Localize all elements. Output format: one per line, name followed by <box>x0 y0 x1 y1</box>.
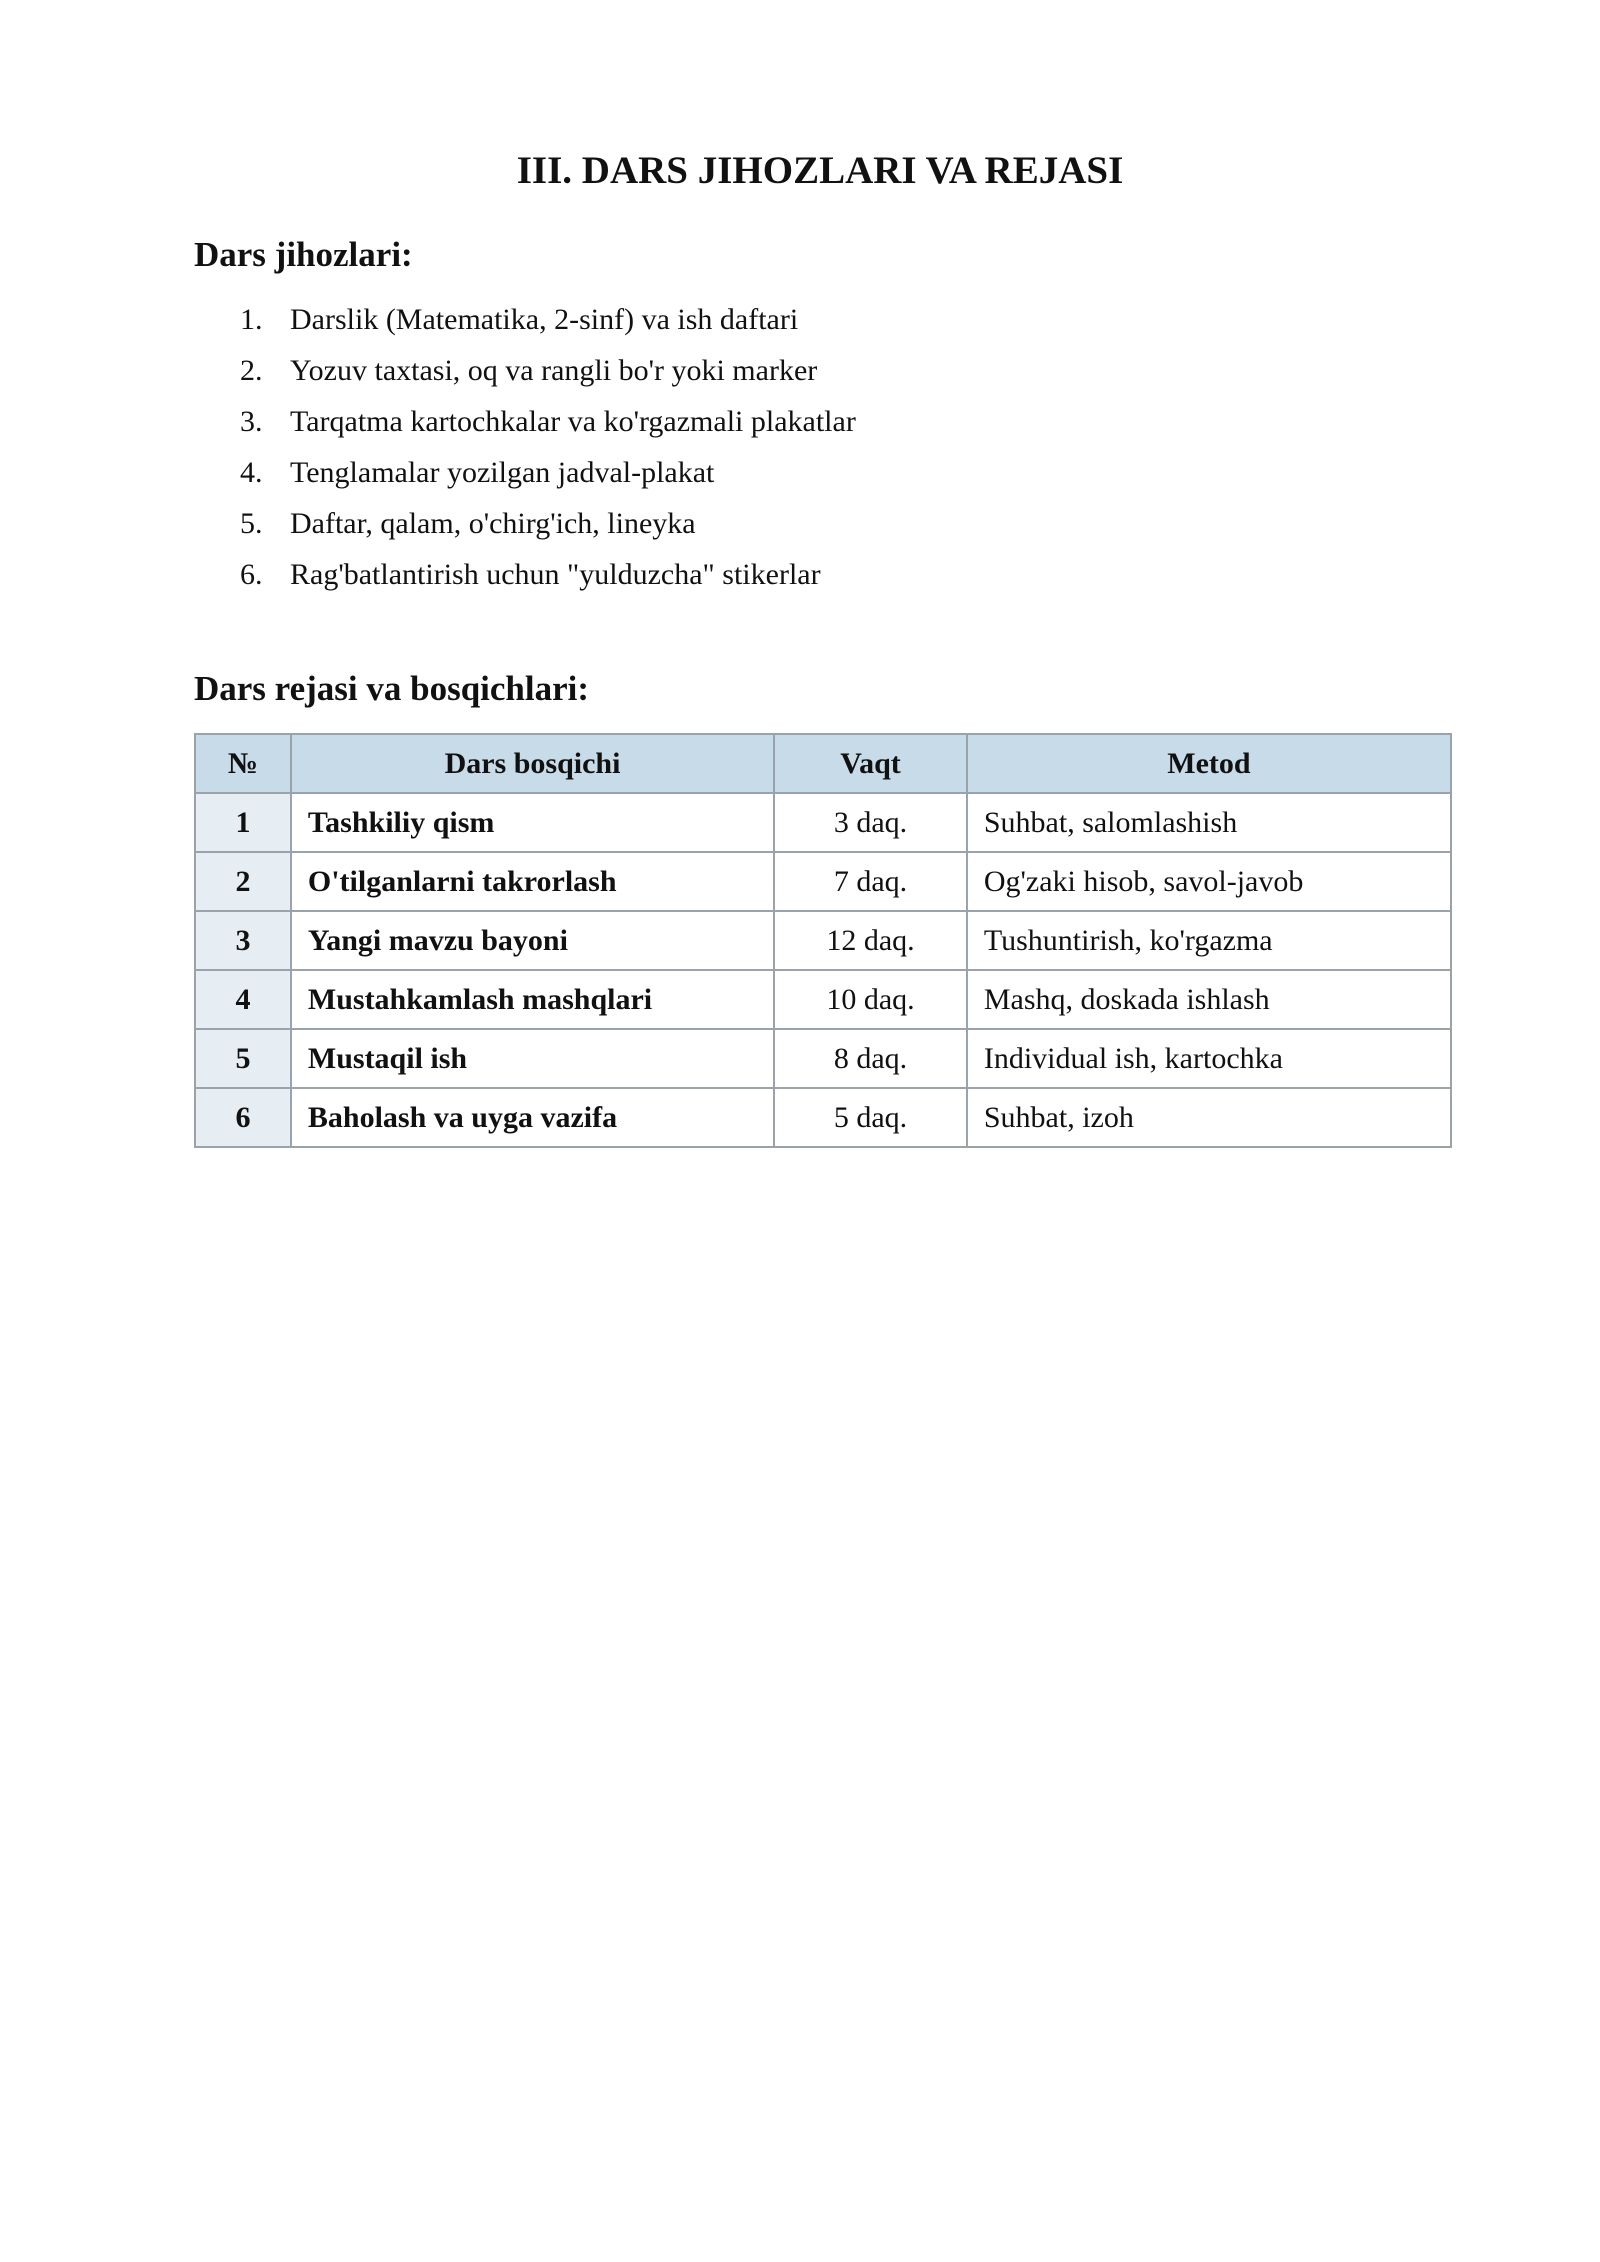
cell-stage: Baholash va uyga vazifa <box>291 1088 774 1147</box>
list-item-number: 4. <box>240 456 263 489</box>
lesson-plan-table <box>194 733 1452 1148</box>
plan-heading: Dars rejasi va bosqichlari: <box>194 669 590 708</box>
cell-time: 7 daq. <box>774 852 967 911</box>
cell-method: Individual ish, kartochka <box>967 1029 1451 1088</box>
cell-method: Og'zaki hisob, savol-javob <box>967 852 1451 911</box>
cell-number: 2 <box>195 852 291 911</box>
cell-number: 3 <box>195 911 291 970</box>
list-item-text: Rag'batlantirish uchun "yulduzcha" stikerlar <box>290 558 821 591</box>
cell-method: Mashq, doskada ishlash <box>967 970 1451 1029</box>
list-item-number: 2. <box>240 354 263 387</box>
cell-time: 8 daq. <box>774 1029 967 1088</box>
column-header-time: Vaqt <box>774 734 967 793</box>
cell-time: 5 daq. <box>774 1088 967 1147</box>
cell-time: 10 daq. <box>774 970 967 1029</box>
table-row <box>195 1029 1451 1088</box>
table-header-row <box>195 734 1451 793</box>
cell-stage: O'tilganlarni takrorlash <box>291 852 774 911</box>
table-row <box>195 852 1451 911</box>
cell-method: Tushuntirish, ko'rgazma <box>967 911 1451 970</box>
cell-time: 3 daq. <box>774 793 967 852</box>
list-item-text: Darslik (Matematika, 2-sinf) va ish daftari <box>290 303 799 336</box>
cell-stage: Yangi mavzu bayoni <box>291 911 774 970</box>
table-row <box>195 1088 1451 1147</box>
table-row <box>195 970 1451 1029</box>
list-item-number: 5. <box>240 507 263 540</box>
table-row <box>195 793 1451 852</box>
list-item-text: Tenglamalar yozilgan jadval-plakat <box>290 456 715 489</box>
list-item-number: 1. <box>240 303 263 336</box>
list-item-text: Tarqatma kartochkalar va ko'rgazmali plakatlar <box>290 405 856 438</box>
cell-stage: Tashkiliy qism <box>291 793 774 852</box>
cell-stage: Mustaqil ish <box>291 1029 774 1088</box>
cell-number: 4 <box>195 970 291 1029</box>
column-header-stage: Dars bosqichi <box>291 734 774 793</box>
equipment-heading: Dars jihozlari: <box>194 235 413 274</box>
list-item-text: Yozuv taxtasi, oq va rangli bo'r yoki marker <box>290 354 818 387</box>
cell-time: 12 daq. <box>774 911 967 970</box>
cell-number: 6 <box>195 1088 291 1147</box>
cell-stage: Mustahkamlash mashqlari <box>291 970 774 1029</box>
list-item-number: 6. <box>240 558 263 591</box>
cell-number: 1 <box>195 793 291 852</box>
cell-method: Suhbat, izoh <box>967 1088 1451 1147</box>
column-header-method: Metod <box>967 734 1451 793</box>
cell-number: 5 <box>195 1029 291 1088</box>
table-row <box>195 911 1451 970</box>
cell-method: Suhbat, salomlashish <box>967 793 1451 852</box>
page-title: III. DARS JIHOZLARI VA REJASI <box>516 149 1124 192</box>
column-header-number: № <box>195 734 291 793</box>
list-item-number: 3. <box>240 405 263 438</box>
list-item-text: Daftar, qalam, o'chirg'ich, lineyka <box>290 507 696 540</box>
